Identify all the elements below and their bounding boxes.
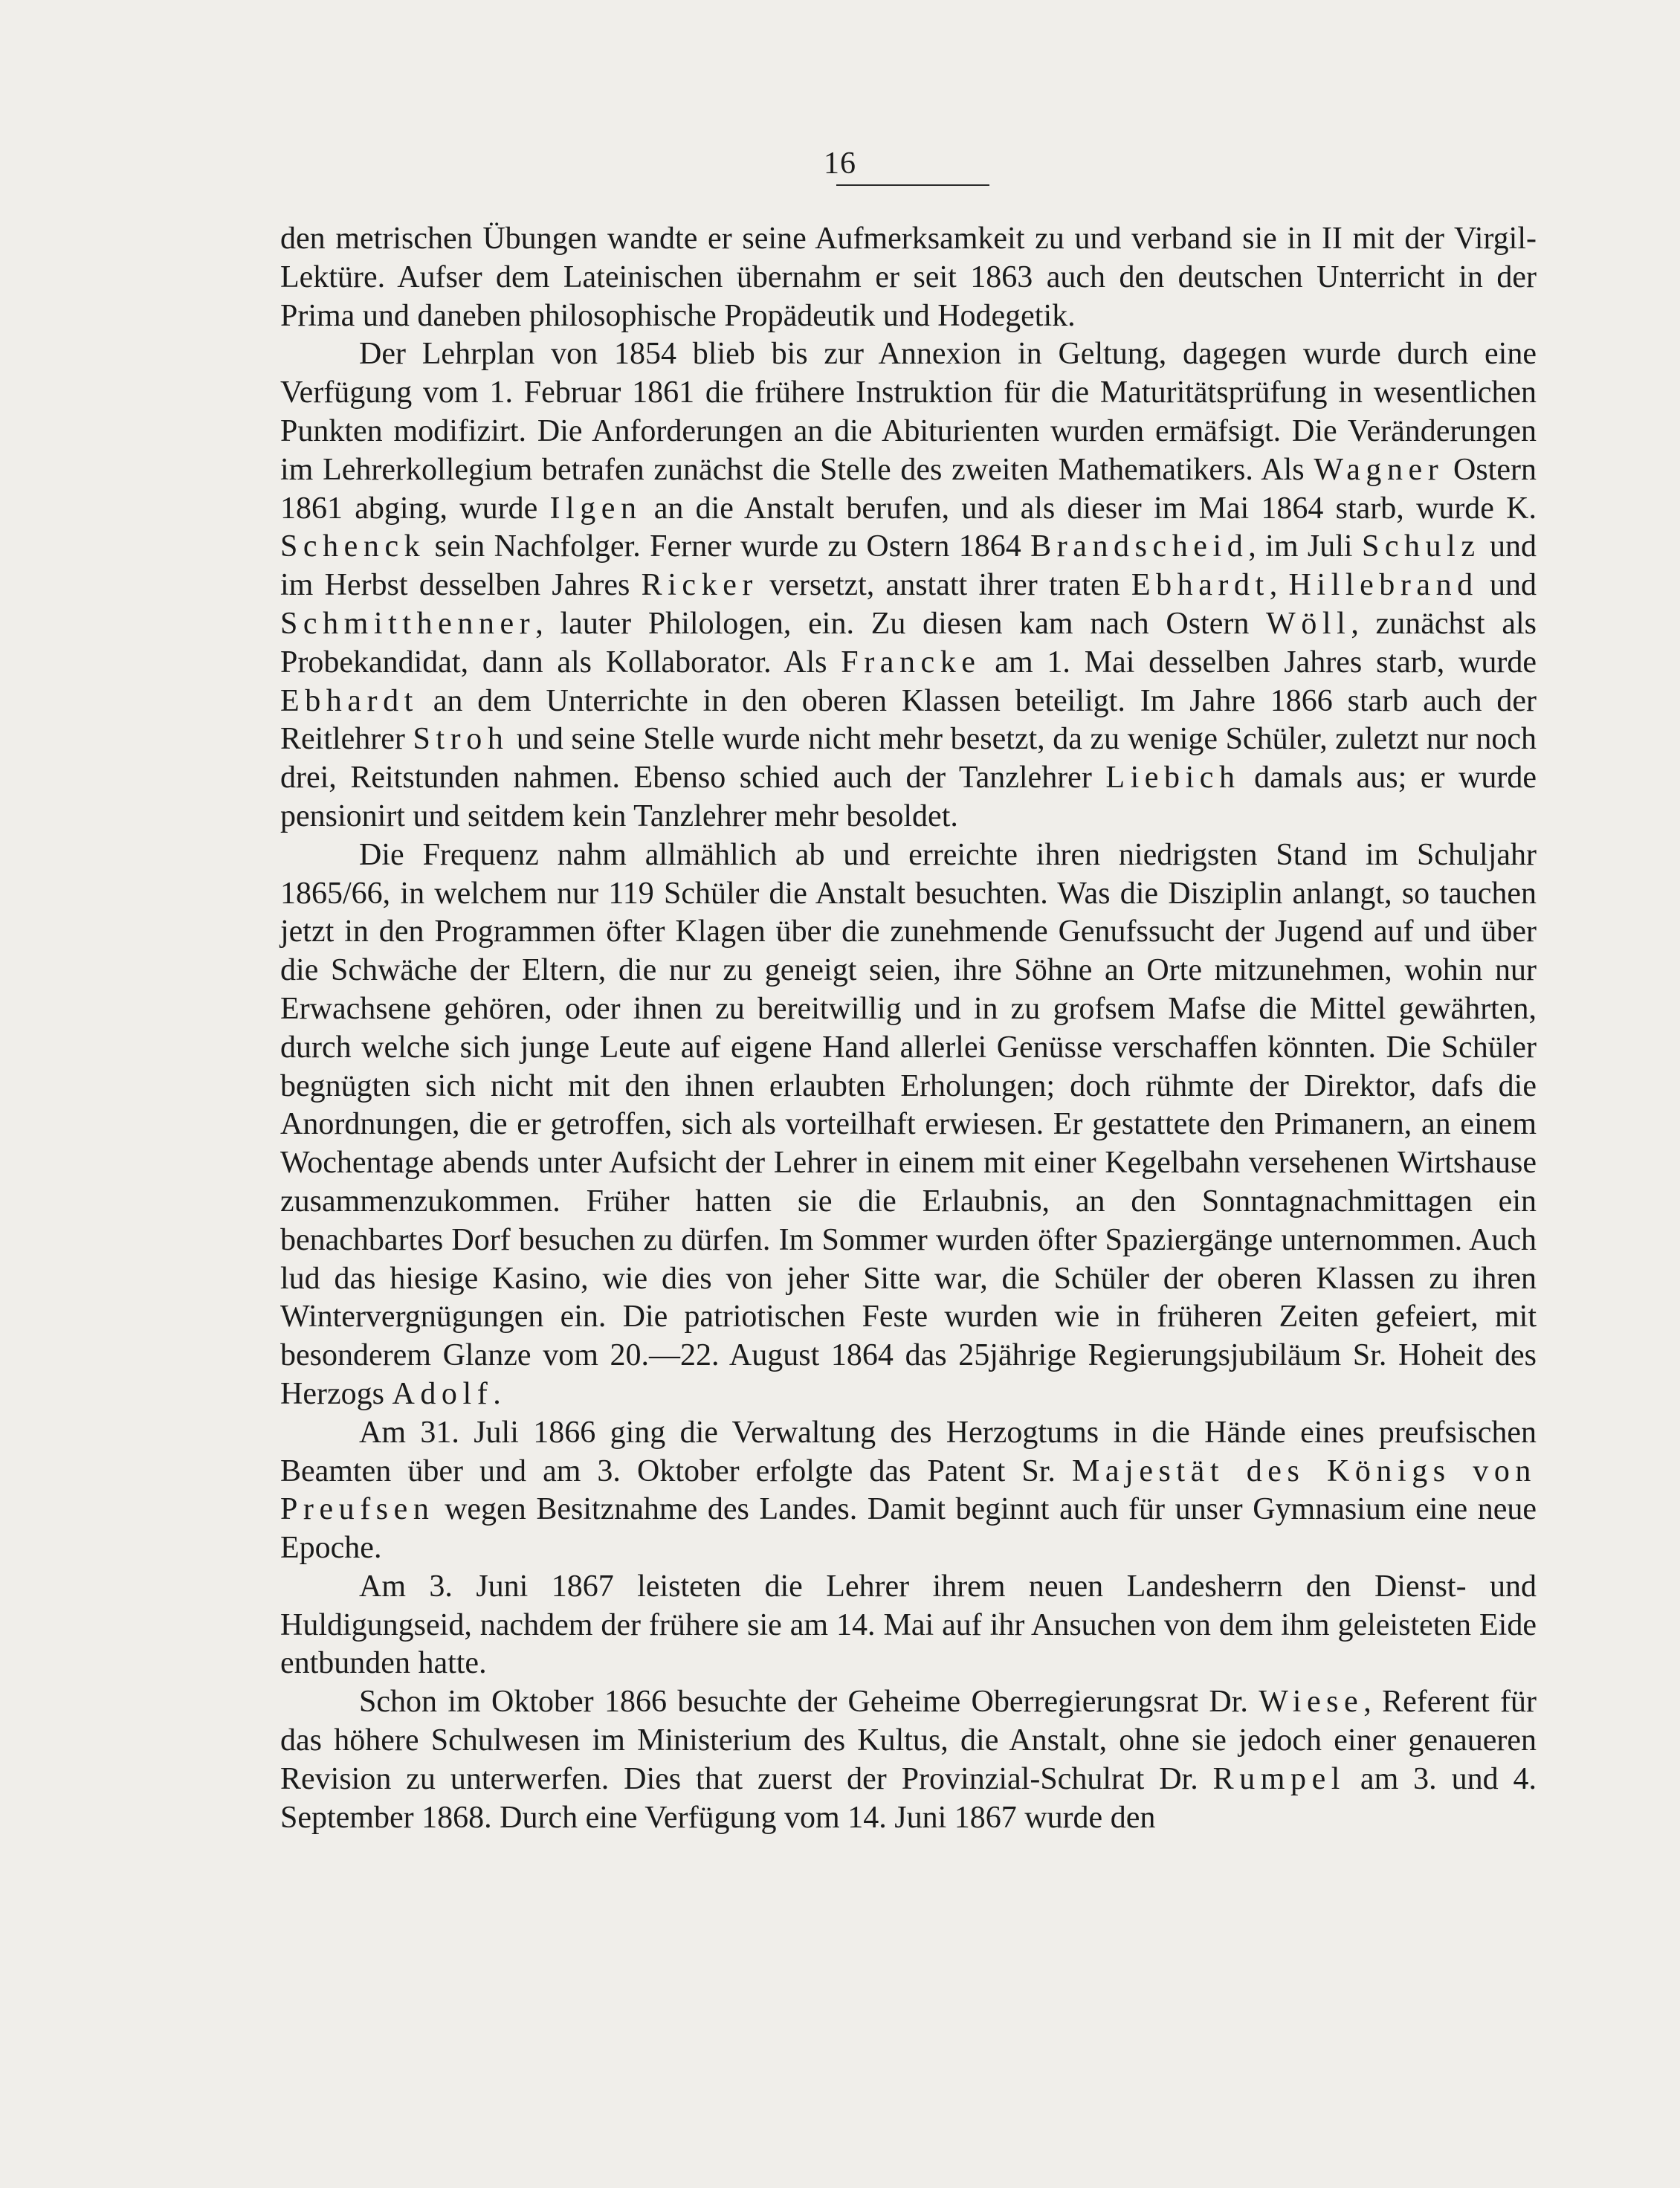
text-run: sein Nachfolger. Ferner wurde zu Ostern 1864	[425, 529, 1031, 564]
spaced-name: Rumpel	[1212, 1761, 1345, 1796]
paragraph	[280, 1414, 1537, 1568]
spaced-name: Stroh	[413, 722, 509, 757]
text-run: am 3. und 4. September 1868. Durch eine Verfügung vom 14. Juni 1867 wurde den	[280, 1761, 1537, 1835]
text-run: und seine Stelle wurde nicht mehr besetzt, da zu wenige Schüler, zuletzt nur noch drei, Reitstunden nahmen. Ebenso schied auch der Tanzlehrer	[280, 722, 1537, 796]
text-run: Am 31. Juli 1866 ging die Verwaltung des Herzogtums in die Hände eines preufsischen Beamten über und am 3. Oktober erfolgte das Patent Sr.	[280, 1415, 1537, 1488]
text-run: am 1. Mai desselben Jahres starb, wurde	[980, 645, 1537, 680]
text-run: wegen Besitznahme des Landes. Damit beginnt auch für unser Gymnasium eine neue Epoche.	[280, 1492, 1537, 1566]
text-run: , im Juli	[1248, 529, 1362, 564]
spaced-name: Ricker	[641, 568, 758, 603]
spaced-name: Brandscheid	[1030, 529, 1249, 564]
spaced-name: Ebhardt	[280, 683, 419, 718]
text-run: an dem Unterrichte in den oberen Klassen beteiligt. Im Jahre 1866 starb auch der Reitlehrer	[280, 683, 1537, 757]
text-run: an die Anstalt berufen, und als dieser im Mai 1864 starb, wurde K.	[642, 491, 1537, 526]
page-number: 16	[824, 146, 856, 181]
text-run: , zunächst als Probekandidat, dann als Kollaborator. Als	[280, 606, 1537, 680]
body-text	[280, 220, 1537, 1837]
spaced-name: Wagner	[1314, 452, 1444, 487]
text-run: Schon im Oktober 1866 besuchte der Geheime Oberregierungsrat Dr.	[359, 1685, 1259, 1720]
text-run: Der Lehrplan von 1854 blieb bis zur Annexion in Geltung, dagegen wurde durch eine Verfügung vom 1. Februar 1861 die frühere Instruktion für die Maturitätsprüfung in wesentlichen Punkten modifizirt. Die Anforderungen an die Abiturienten wurden ermäfsigt. Die Veränderungen im Lehrerkollegium betrafen zunächst die Stelle des zweiten Mathematikers. Als	[280, 337, 1537, 487]
text-run: , lauter Philologen, ein. Zu diesen kam nach Ostern	[535, 606, 1267, 641]
paragraph	[280, 1683, 1537, 1837]
spaced-name: Schmitthenner	[280, 606, 536, 641]
text-run: und	[1478, 568, 1537, 603]
spaced-name: Ilgen	[549, 491, 642, 526]
text-run: damals aus; er wurde pensionirt und seitdem kein Tanzlehrer mehr besoldet.	[280, 761, 1537, 833]
text-run: Am 3. Juni 1867 leisteten die Lehrer ihrem neuen Landesherrn den Dienst- und Huldigungseid, nachdem der frühere sie am 14. Mai auf ihr Ansuchen von dem ihm geleisteten Eide entbunden hatte.	[280, 1569, 1537, 1681]
spaced-name: Wöll	[1266, 606, 1351, 641]
spaced-name: Wiese	[1259, 1685, 1364, 1720]
text-run: Ostern 1861 abging, wurde	[280, 452, 1537, 526]
header-rule	[836, 184, 989, 186]
spaced-name: Francke	[841, 645, 981, 680]
text-run: und im Herbst desselben Jahres	[280, 529, 1537, 603]
text-run: Die Frequenz nahm allmählich ab und erreichte ihren niedrigsten Stand im Schuljahr 1865/66, in welchem nur 119 Schüler die Anstalt besuchten. Was die Disziplin anlangt, so tauchen jetzt in den Programmen öfter Klagen über die zunehmende Genufssucht der Jugend auf und über die Schwäche der Eltern, die nur zu geneigt seien, ihre Söhne an Orte mitzunehmen, wohin nur Erwachsene gehören, oder ihnen zu bereitwillig und in zu grofsem Mafse die Mittel gewährten, durch welche sich junge Leute auf eigene Hand allerlei Genüsse verschaffen könnten. Die Schüler begnügten sich nicht mit den ihnen erlaubten Erholungen; doch rühmte der Direktor, dafs die Anordnungen, die er getroffen, sich als vorteilhaft erwiesen. Er gestattete den Primanern, an einem Wochentage abends unter Aufsicht der Lehrer in einem mit einer Kegelbahn versehenen Wirtshause zusammenzukommen. Früher hatten sie die Erlaubnis, an den Sonntagnachmittagen ein benachbartes Dorf besuchen zu dürfen. Im Sommer wurden öfter Spaziergänge unternommen. Auch lud das hiesige Kasino, wie dies von jeher Sitte war, die Schüler der oberen Klassen zu ihren Wintervergnügungen ein. Die patriotischen Feste wurden wie in früheren Zeiten gefeiert, mit besonderem Glanze vom 20.—22. August 1864 das 25jährige Regierungsjubiläum Sr. Hoheit des Herzogs	[280, 837, 1537, 1411]
text-run: ,	[1269, 568, 1289, 603]
spaced-name: Adolf	[392, 1376, 494, 1411]
spaced-name: Ebhardt	[1131, 568, 1270, 603]
spaced-name: Schenck	[280, 529, 426, 564]
text-run: , Referent für das höhere Schulwesen im Ministerium des Kultus, die Anstalt, ohne sie jedoch einer genaueren Revision zu unterwerfen. Dies that zuerst der Provinzial-Schulrat Dr.	[280, 1685, 1537, 1796]
spaced-name: Liebich	[1105, 761, 1241, 796]
text-run: versetzt, anstatt ihrer traten	[757, 568, 1131, 603]
spaced-name: Schulz	[1361, 529, 1481, 564]
paragraph	[280, 220, 1537, 335]
spaced-name: Majestät des Königs von Preufsen	[280, 1453, 1537, 1527]
paragraph	[280, 335, 1537, 836]
text-run: den metrischen Übungen wandte er seine Aufmerksamkeit zu und verband sie in II mit der Virgil-Lektüre. Aufser dem Lateinischen übernahm er seit 1863 auch den deutschen Unterricht in der Prima und daneben philosophische Propädeutik und Hodegetik.	[280, 222, 1537, 333]
paragraph	[280, 1568, 1537, 1683]
text-run: .	[493, 1376, 501, 1411]
spaced-name: Hillebrand	[1288, 568, 1479, 603]
paragraph	[280, 836, 1537, 1414]
